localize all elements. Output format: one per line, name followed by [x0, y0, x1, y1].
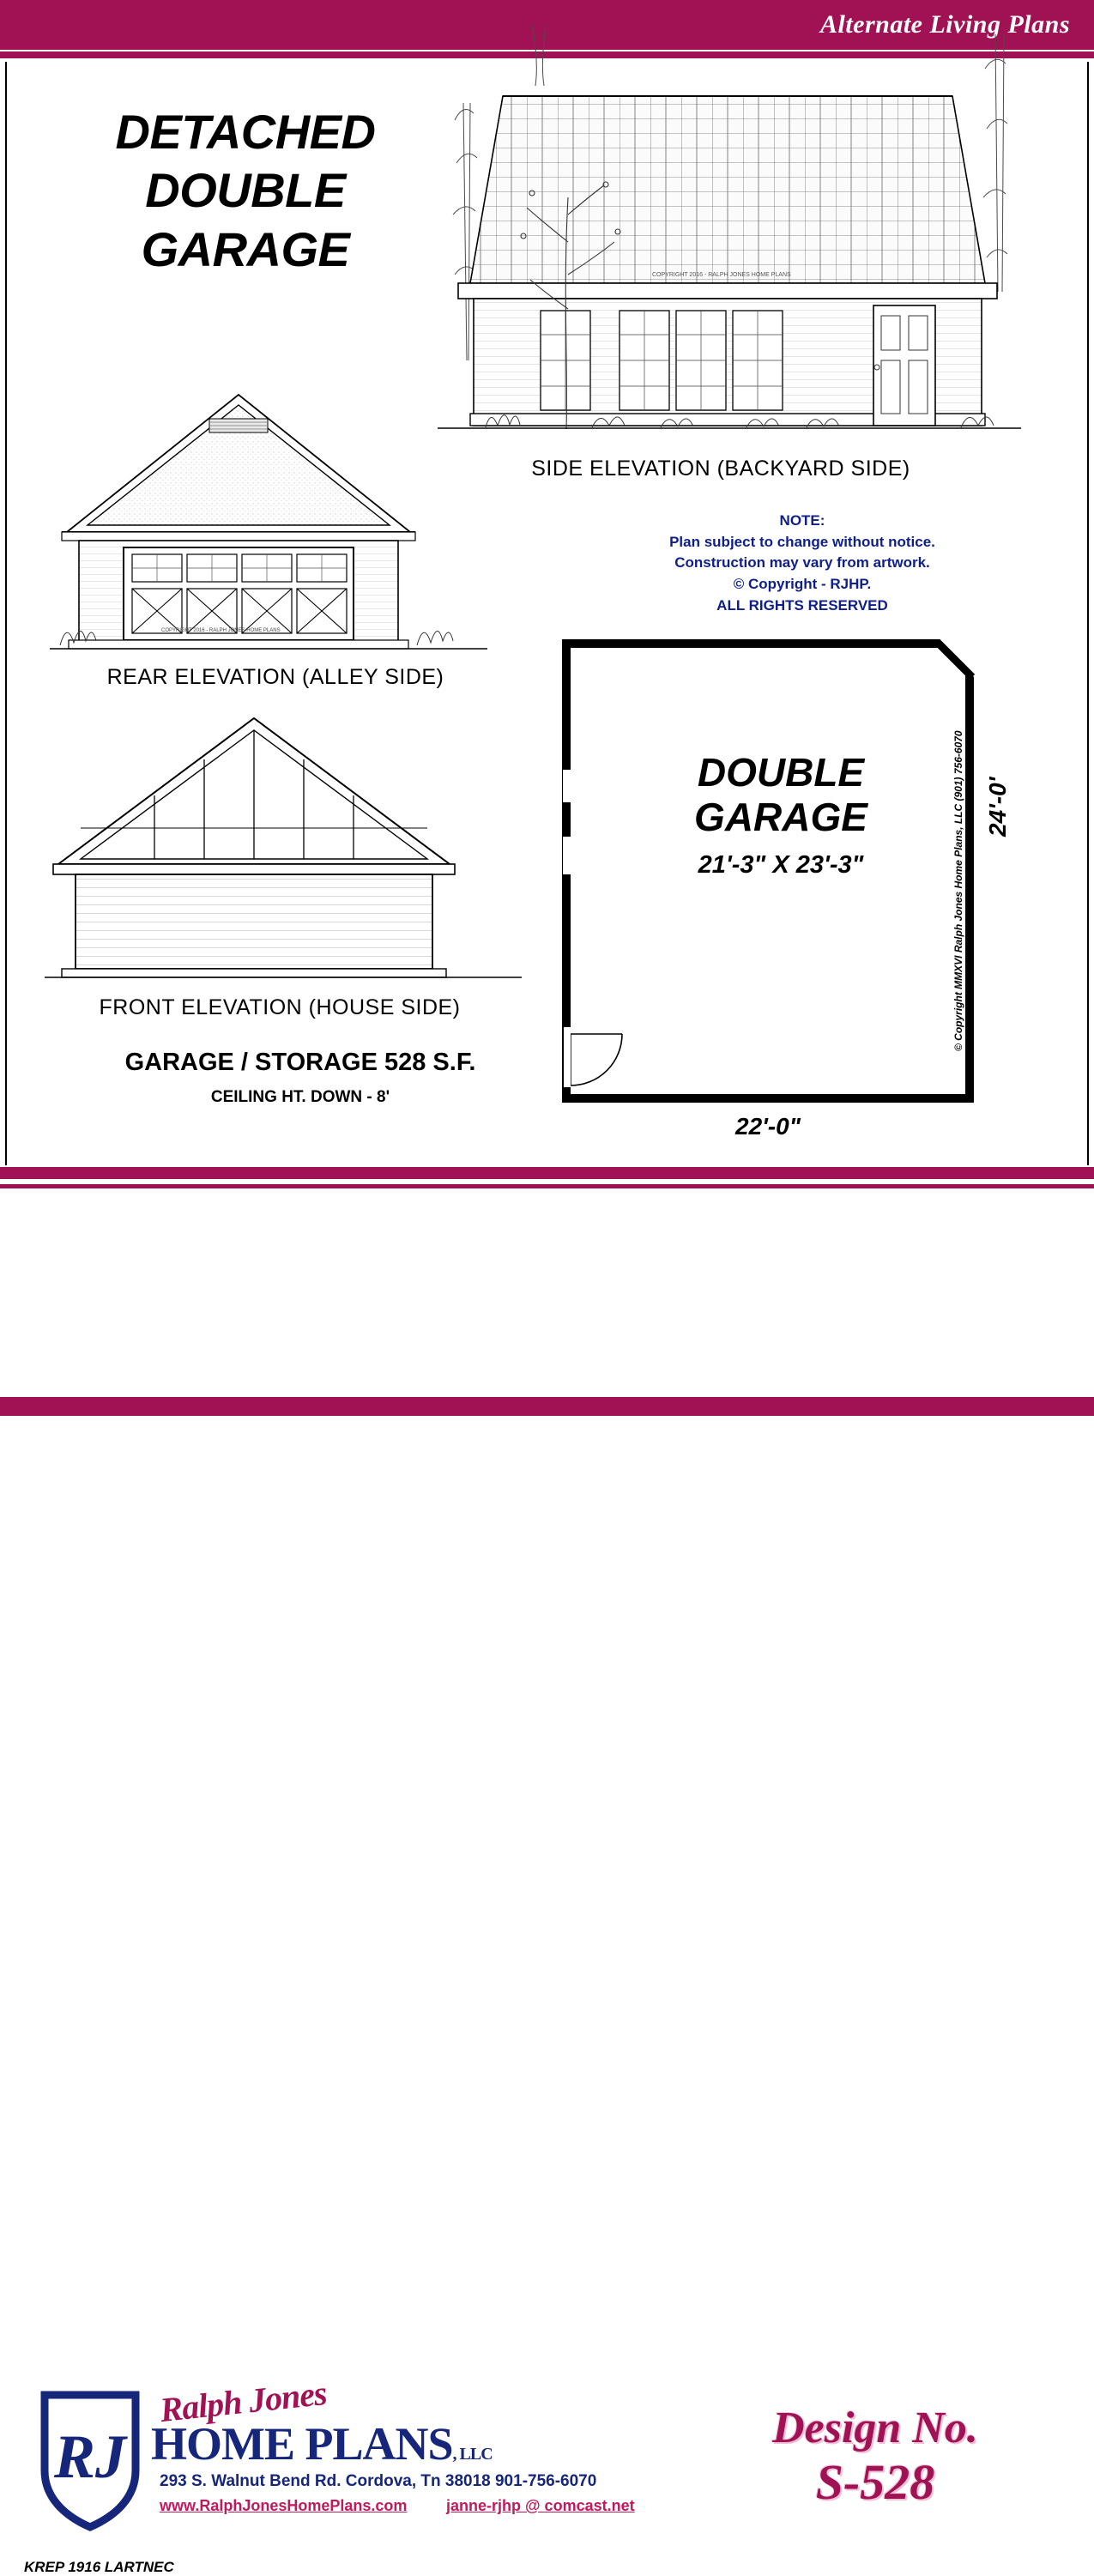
- page-border-left: [5, 62, 7, 1165]
- ceiling-height-label: CEILING HT. DOWN - 8': [210, 1088, 390, 1106]
- plan-dimension-right: 24'-0': [984, 777, 1011, 837]
- footer-rule-bottom: [0, 1397, 1094, 1416]
- brand-llc-text: , LLC: [452, 2445, 493, 2464]
- brand-main-text: HOME PLANS: [151, 2418, 453, 2470]
- note-line-2: Construction may vary from artwork.: [674, 554, 930, 571]
- front-elevation-caption: FRONT ELEVATION (HOUSE SIDE): [99, 995, 461, 1019]
- design-number-block: [686, 2403, 1064, 2511]
- page-border-right: [1087, 62, 1089, 1165]
- floor-plan: [562, 639, 1043, 1140]
- room-name-line-2: GARAGE: [694, 794, 867, 839]
- plan-dimension-bottom: 22'-0": [735, 1113, 801, 1140]
- company-website-link[interactable]: www.RalphJonesHomePlans.com: [160, 2497, 408, 2514]
- front-elevation-drawing: [41, 699, 539, 991]
- plan-code: KREP 1916 LARTNEC: [24, 2559, 174, 2575]
- header-title: Alternate Living Plans: [819, 10, 1070, 39]
- note-block: [562, 511, 1043, 616]
- garage-area-label: GARAGE / STORAGE 528 S.F.: [124, 1049, 476, 1076]
- design-number-label: Design No.: [772, 2404, 978, 2452]
- company-logo: [34, 2388, 146, 2534]
- note-line-4: ALL RIGHTS RESERVED: [716, 596, 888, 614]
- note-heading: NOTE:: [779, 512, 825, 529]
- svg-text:COPYRIGHT 2016 - RALPH JONES H: COPYRIGHT 2016 - RALPH JONES HOME PLANS: [161, 628, 281, 633]
- brand-name: [151, 2417, 493, 2470]
- brand-script: Ralph Jones: [158, 2373, 329, 2430]
- company-email-link[interactable]: janne-rjhp @ comcast.net: [446, 2497, 635, 2514]
- company-address: 293 S. Walnut Bend Rd. Cordova, Tn 38018 901-756-6070: [160, 2472, 597, 2490]
- room-dimensions: 21'-3" X 23'-3": [698, 851, 864, 880]
- side-elevation-caption: SIDE ELEVATION (BACKYARD SIDE): [531, 457, 910, 481]
- note-line-1: Plan subject to change without notice.: [669, 533, 935, 550]
- room-name-line-1: DOUBLE: [697, 750, 865, 795]
- page-title: DETACHED DOUBLE GARAGE: [115, 105, 376, 276]
- svg-text:RJ: RJ: [53, 2422, 127, 2491]
- rear-elevation-caption: REAR ELEVATION (ALLEY SIDE): [106, 665, 444, 689]
- footer: [0, 1188, 1094, 2575]
- plan-copyright: © Copyright MMXVI Ralph Jones Home Plans, LLC (901) 756-6070: [952, 730, 964, 1051]
- design-number-value: S-528: [815, 2453, 935, 2510]
- svg-text:COPYRIGHT 2016 - RALPH JONES H: COPYRIGHT 2016 - RALPH JONES HOME PLANS: [652, 272, 791, 278]
- footer-rule-top: [0, 1167, 1094, 1179]
- floor-plan-room-label: [639, 751, 922, 880]
- rear-elevation-drawing: [41, 369, 522, 661]
- note-line-3: © Copyright - RJHP.: [733, 575, 872, 592]
